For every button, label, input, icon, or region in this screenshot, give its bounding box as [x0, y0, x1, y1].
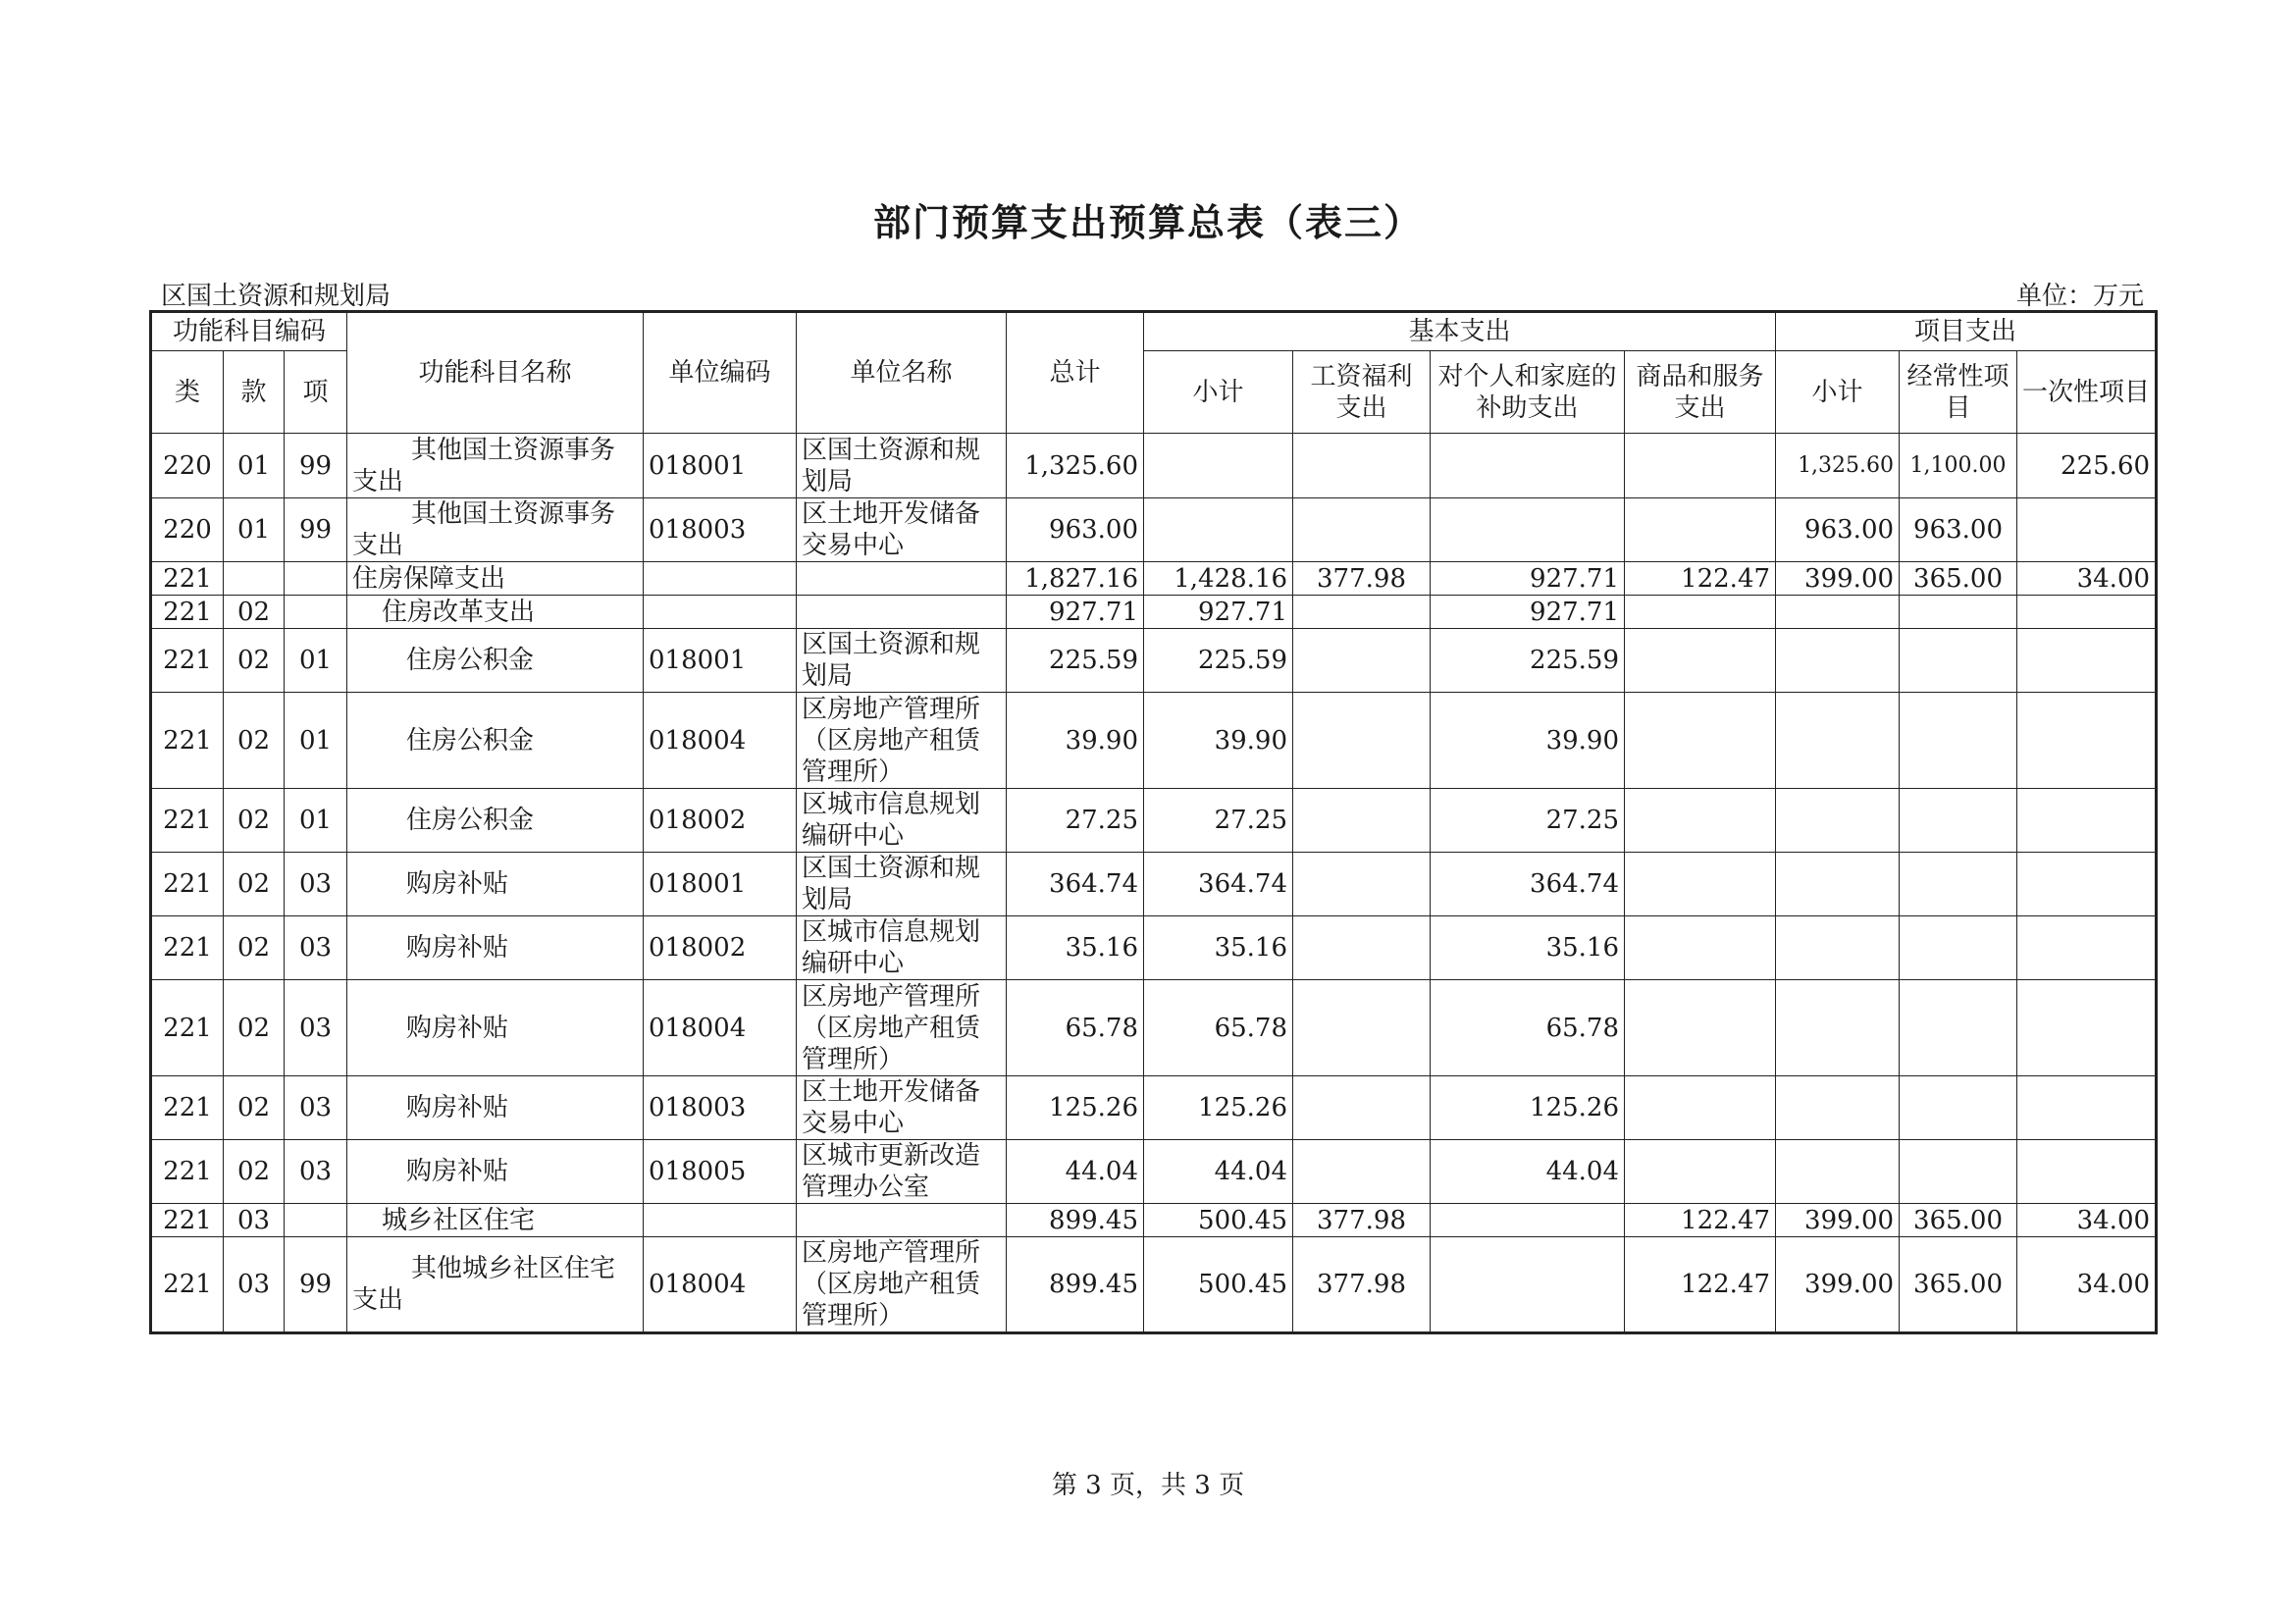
- cell-project-subtotal: 1,325.60: [1776, 434, 1900, 498]
- cell-kuan: 02: [224, 596, 285, 629]
- cell-onetime: [2017, 980, 2157, 1076]
- table-row: [151, 629, 2157, 693]
- cell-unit-name: 区房地产管理所（区房地产租赁管理所）: [797, 693, 1007, 789]
- cell-regular: 365.00: [1900, 1204, 2017, 1237]
- cell-xiang: 03: [285, 1140, 347, 1204]
- cell-onetime: [2017, 916, 2157, 980]
- cell-total: 44.04: [1007, 1140, 1144, 1204]
- cell-basic-subtotal: 65.78: [1144, 980, 1293, 1076]
- cell-goods: [1625, 434, 1776, 498]
- cell-personal: 35.16: [1431, 916, 1625, 980]
- cell-project-subtotal: [1776, 916, 1900, 980]
- cell-project-subtotal: 399.00: [1776, 562, 1900, 596]
- cell-lei: 221: [151, 629, 224, 693]
- cell-total: 364.74: [1007, 853, 1144, 916]
- cell-xiang: 99: [285, 434, 347, 498]
- cell-regular: 963.00: [1900, 498, 2017, 562]
- cell-basic-subtotal: 364.74: [1144, 853, 1293, 916]
- cell-goods: [1625, 1076, 1776, 1140]
- header-onetime: 一次性项目: [2017, 351, 2157, 434]
- cell-personal: 125.26: [1431, 1076, 1625, 1140]
- cell-basic-subtotal: 225.59: [1144, 629, 1293, 693]
- cell-func-name: 住房改革支出: [347, 596, 644, 629]
- cell-xiang: [285, 562, 347, 596]
- cell-goods: [1625, 596, 1776, 629]
- table-row: [151, 434, 2157, 498]
- table-row: [151, 693, 2157, 789]
- cell-basic-subtotal: 500.45: [1144, 1204, 1293, 1237]
- unit-label: 单位：万元: [2015, 282, 2144, 311]
- cell-onetime: [2017, 853, 2157, 916]
- cell-salary: 377.98: [1293, 1237, 1431, 1333]
- cell-unit-name: 区国土资源和规划局: [797, 853, 1007, 916]
- department-name: 区国土资源和规划局: [161, 282, 391, 311]
- cell-lei: 221: [151, 1140, 224, 1204]
- cell-total: 39.90: [1007, 693, 1144, 789]
- cell-xiang: 01: [285, 693, 347, 789]
- cell-unit-name: 区房地产管理所（区房地产租赁管理所）: [797, 980, 1007, 1076]
- cell-onetime: [2017, 1140, 2157, 1204]
- cell-onetime: [2017, 498, 2157, 562]
- header-func-name: 功能科目名称: [347, 312, 644, 434]
- cell-lei: 221: [151, 916, 224, 980]
- cell-xiang: 99: [285, 1237, 347, 1333]
- cell-onetime: [2017, 629, 2157, 693]
- cell-unit-name: 区城市信息规划编研中心: [797, 789, 1007, 853]
- cell-unit-code: 018002: [644, 789, 797, 853]
- cell-onetime: 34.00: [2017, 1237, 2157, 1333]
- header-lei: 类: [151, 351, 224, 434]
- cell-unit-code: 018004: [644, 980, 797, 1076]
- cell-lei: 221: [151, 980, 224, 1076]
- cell-goods: [1625, 1140, 1776, 1204]
- cell-func-name: 住房公积金: [347, 629, 644, 693]
- cell-kuan: 02: [224, 693, 285, 789]
- cell-onetime: 34.00: [2017, 1204, 2157, 1237]
- cell-unit-code: [644, 596, 797, 629]
- cell-project-subtotal: [1776, 1076, 1900, 1140]
- table-row: [151, 596, 2157, 629]
- cell-basic-subtotal: 927.71: [1144, 596, 1293, 629]
- cell-xiang: 03: [285, 1076, 347, 1140]
- cell-basic-subtotal: 27.25: [1144, 789, 1293, 853]
- cell-lei: 221: [151, 1076, 224, 1140]
- cell-unit-code: 018004: [644, 693, 797, 789]
- cell-personal: 364.74: [1431, 853, 1625, 916]
- table-row: [151, 1140, 2157, 1204]
- cell-total: 963.00: [1007, 498, 1144, 562]
- cell-kuan: 02: [224, 1076, 285, 1140]
- cell-unit-name: 区土地开发储备交易中心: [797, 498, 1007, 562]
- cell-unit-code: [644, 1204, 797, 1237]
- cell-goods: 122.47: [1625, 1237, 1776, 1333]
- cell-salary: [1293, 789, 1431, 853]
- cell-basic-subtotal: 1,428.16: [1144, 562, 1293, 596]
- cell-regular: 365.00: [1900, 1237, 2017, 1333]
- cell-func-name: 其他国土资源事务支出: [347, 498, 644, 562]
- cell-unit-code: [644, 562, 797, 596]
- cell-personal: 44.04: [1431, 1140, 1625, 1204]
- cell-xiang: 99: [285, 498, 347, 562]
- cell-salary: [1293, 693, 1431, 789]
- cell-func-name: 住房公积金: [347, 693, 644, 789]
- header-func-code: 功能科目编码: [151, 312, 347, 351]
- cell-onetime: 34.00: [2017, 562, 2157, 596]
- cell-total: 899.45: [1007, 1237, 1144, 1333]
- cell-kuan: 01: [224, 498, 285, 562]
- cell-regular: 1,100.00: [1900, 434, 2017, 498]
- cell-kuan: 01: [224, 434, 285, 498]
- cell-unit-code: 018002: [644, 916, 797, 980]
- header-kuan: 款: [224, 351, 285, 434]
- cell-total: 65.78: [1007, 980, 1144, 1076]
- cell-xiang: 03: [285, 980, 347, 1076]
- header-xiang: 项: [285, 351, 347, 434]
- cell-kuan: [224, 562, 285, 596]
- cell-kuan: 02: [224, 789, 285, 853]
- cell-unit-code: 018004: [644, 1237, 797, 1333]
- cell-goods: [1625, 980, 1776, 1076]
- cell-personal: 27.25: [1431, 789, 1625, 853]
- cell-total: 927.71: [1007, 596, 1144, 629]
- table-row: [151, 980, 2157, 1076]
- header-regular: 经常性项目: [1900, 351, 2017, 434]
- table-row: [151, 789, 2157, 853]
- cell-personal: 927.71: [1431, 562, 1625, 596]
- cell-onetime: [2017, 789, 2157, 853]
- header-total: 总计: [1007, 312, 1144, 434]
- cell-salary: [1293, 1076, 1431, 1140]
- cell-regular: [1900, 693, 2017, 789]
- cell-salary: [1293, 1140, 1431, 1204]
- page-title: 部门预算支出预算总表（表三）: [872, 201, 1423, 244]
- cell-total: 35.16: [1007, 916, 1144, 980]
- cell-personal: 65.78: [1431, 980, 1625, 1076]
- cell-regular: [1900, 853, 2017, 916]
- cell-regular: [1900, 916, 2017, 980]
- header-unit-code: 单位编码: [644, 312, 797, 434]
- cell-basic-subtotal: 35.16: [1144, 916, 1293, 980]
- cell-basic-subtotal: [1144, 498, 1293, 562]
- cell-unit-name: 区房地产管理所（区房地产租赁管理所）: [797, 1237, 1007, 1333]
- cell-total: 1,325.60: [1007, 434, 1144, 498]
- header-project-subtotal: 小计: [1776, 351, 1900, 434]
- header-basic: 基本支出: [1144, 312, 1776, 351]
- cell-xiang: 01: [285, 789, 347, 853]
- header-basic-subtotal: 小计: [1144, 351, 1293, 434]
- cell-salary: [1293, 498, 1431, 562]
- cell-personal: [1431, 1237, 1625, 1333]
- cell-salary: [1293, 853, 1431, 916]
- cell-total: 899.45: [1007, 1204, 1144, 1237]
- cell-salary: [1293, 434, 1431, 498]
- cell-personal: 225.59: [1431, 629, 1625, 693]
- cell-lei: 220: [151, 498, 224, 562]
- cell-unit-name: [797, 596, 1007, 629]
- cell-salary: [1293, 629, 1431, 693]
- cell-total: 27.25: [1007, 789, 1144, 853]
- cell-kuan: 02: [224, 980, 285, 1076]
- cell-goods: [1625, 629, 1776, 693]
- header-salary: 工资福利支出: [1293, 351, 1431, 434]
- cell-regular: [1900, 1076, 2017, 1140]
- cell-goods: 122.47: [1625, 1204, 1776, 1237]
- cell-unit-code: 018003: [644, 498, 797, 562]
- cell-project-subtotal: 399.00: [1776, 1204, 1900, 1237]
- cell-total: 1,827.16: [1007, 562, 1144, 596]
- cell-project-subtotal: [1776, 629, 1900, 693]
- header-personal: 对个人和家庭的补助支出: [1431, 351, 1625, 434]
- cell-basic-subtotal: [1144, 434, 1293, 498]
- cell-goods: [1625, 916, 1776, 980]
- cell-func-name: 城乡社区住宅: [347, 1204, 644, 1237]
- table-row: [151, 562, 2157, 596]
- cell-goods: [1625, 693, 1776, 789]
- cell-goods: [1625, 789, 1776, 853]
- cell-unit-code: 018005: [644, 1140, 797, 1204]
- cell-project-subtotal: [1776, 596, 1900, 629]
- cell-goods: 122.47: [1625, 562, 1776, 596]
- cell-func-name: 购房补贴: [347, 1140, 644, 1204]
- cell-project-subtotal: [1776, 980, 1900, 1076]
- cell-project-subtotal: 963.00: [1776, 498, 1900, 562]
- cell-unit-name: 区城市信息规划编研中心: [797, 916, 1007, 980]
- cell-lei: 221: [151, 853, 224, 916]
- cell-regular: [1900, 980, 2017, 1076]
- cell-kuan: 03: [224, 1237, 285, 1333]
- cell-regular: 365.00: [1900, 562, 2017, 596]
- table-row: [151, 1204, 2157, 1237]
- cell-project-subtotal: [1776, 1140, 1900, 1204]
- cell-func-name: 住房公积金: [347, 789, 644, 853]
- cell-basic-subtotal: 44.04: [1144, 1140, 1293, 1204]
- cell-xiang: [285, 596, 347, 629]
- cell-xiang: 03: [285, 853, 347, 916]
- cell-onetime: [2017, 693, 2157, 789]
- cell-salary: [1293, 980, 1431, 1076]
- cell-xiang: [285, 1204, 347, 1237]
- cell-kuan: 02: [224, 853, 285, 916]
- cell-lei: 220: [151, 434, 224, 498]
- cell-lei: 221: [151, 596, 224, 629]
- cell-project-subtotal: 399.00: [1776, 1237, 1900, 1333]
- cell-func-name: 其他城乡社区住宅支出: [347, 1237, 644, 1333]
- cell-project-subtotal: [1776, 693, 1900, 789]
- header-goods: 商品和服务支出: [1625, 351, 1776, 434]
- cell-goods: [1625, 498, 1776, 562]
- cell-personal: [1431, 498, 1625, 562]
- cell-unit-name: 区土地开发储备交易中心: [797, 1076, 1007, 1140]
- cell-kuan: 02: [224, 1140, 285, 1204]
- cell-func-name: 购房补贴: [347, 853, 644, 916]
- cell-regular: [1900, 596, 2017, 629]
- table-row: [151, 498, 2157, 562]
- table-row: [151, 916, 2157, 980]
- cell-lei: 221: [151, 789, 224, 853]
- cell-personal: [1431, 1204, 1625, 1237]
- cell-regular: [1900, 1140, 2017, 1204]
- cell-personal: [1431, 434, 1625, 498]
- cell-salary: [1293, 596, 1431, 629]
- cell-regular: [1900, 629, 2017, 693]
- cell-basic-subtotal: 500.45: [1144, 1237, 1293, 1333]
- cell-xiang: 03: [285, 916, 347, 980]
- cell-onetime: 225.60: [2017, 434, 2157, 498]
- cell-total: 125.26: [1007, 1076, 1144, 1140]
- cell-onetime: [2017, 1076, 2157, 1140]
- cell-unit-name: [797, 562, 1007, 596]
- cell-basic-subtotal: 39.90: [1144, 693, 1293, 789]
- page-footer: 第 3 页，共 3 页: [1051, 1471, 1245, 1500]
- table-row: [151, 1076, 2157, 1140]
- cell-onetime: [2017, 596, 2157, 629]
- cell-func-name: 其他国土资源事务支出: [347, 434, 644, 498]
- cell-func-name: 购房补贴: [347, 980, 644, 1076]
- cell-kuan: 02: [224, 916, 285, 980]
- cell-lei: 221: [151, 1204, 224, 1237]
- cell-project-subtotal: [1776, 789, 1900, 853]
- cell-unit-name: 区国土资源和规划局: [797, 629, 1007, 693]
- cell-lei: 221: [151, 562, 224, 596]
- cell-unit-code: 018001: [644, 853, 797, 916]
- header-project: 项目支出: [1776, 312, 2157, 351]
- table-row: [151, 1237, 2157, 1333]
- cell-salary: 377.98: [1293, 1204, 1431, 1237]
- cell-func-name: 购房补贴: [347, 1076, 644, 1140]
- cell-func-name: 住房保障支出: [347, 562, 644, 596]
- cell-basic-subtotal: 125.26: [1144, 1076, 1293, 1140]
- cell-func-name: 购房补贴: [347, 916, 644, 980]
- table-row: [151, 853, 2157, 916]
- cell-unit-code: 018001: [644, 434, 797, 498]
- cell-total: 225.59: [1007, 629, 1144, 693]
- cell-unit-code: 018001: [644, 629, 797, 693]
- budget-table: [149, 310, 2158, 1334]
- cell-unit-name: [797, 1204, 1007, 1237]
- cell-unit-code: 018003: [644, 1076, 797, 1140]
- cell-salary: 377.98: [1293, 562, 1431, 596]
- cell-regular: [1900, 789, 2017, 853]
- cell-kuan: 02: [224, 629, 285, 693]
- cell-lei: 221: [151, 1237, 224, 1333]
- header-unit-name: 单位名称: [797, 312, 1007, 434]
- cell-unit-name: 区国土资源和规划局: [797, 434, 1007, 498]
- cell-salary: [1293, 916, 1431, 980]
- cell-personal: 927.71: [1431, 596, 1625, 629]
- cell-lei: 221: [151, 693, 224, 789]
- cell-goods: [1625, 853, 1776, 916]
- cell-personal: 39.90: [1431, 693, 1625, 789]
- cell-kuan: 03: [224, 1204, 285, 1237]
- cell-project-subtotal: [1776, 853, 1900, 916]
- cell-unit-name: 区城市更新改造管理办公室: [797, 1140, 1007, 1204]
- cell-xiang: 01: [285, 629, 347, 693]
